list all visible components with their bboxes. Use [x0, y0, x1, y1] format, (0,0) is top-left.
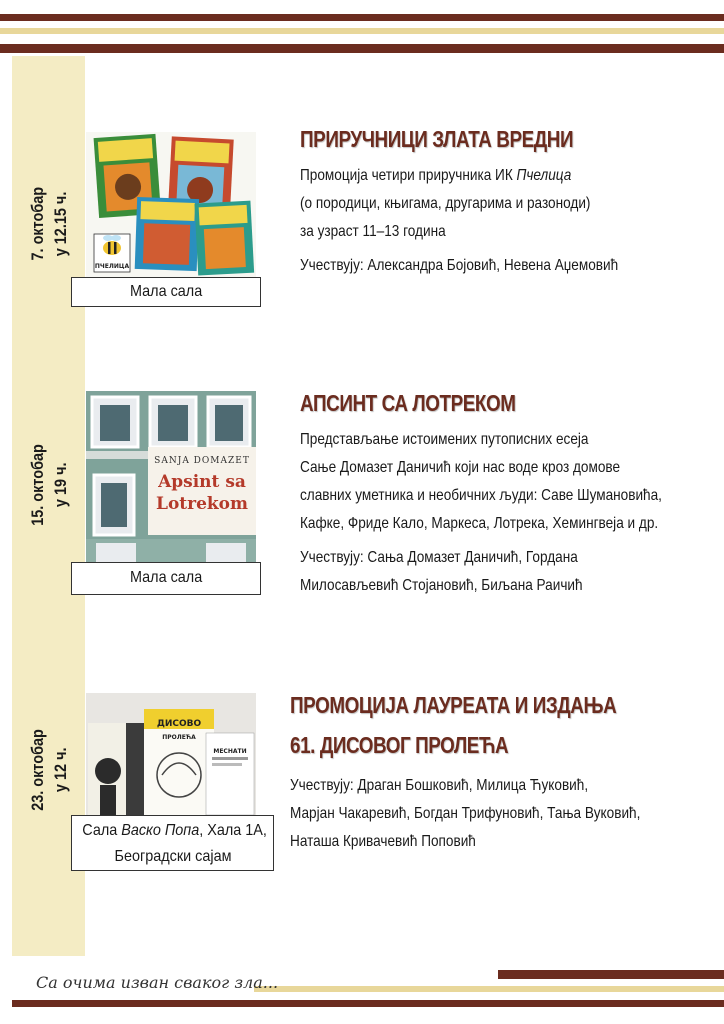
- event-1-desc-line-3: за узраст 11–13 година: [300, 223, 446, 240]
- event-3-venue-line-1: [82, 820, 267, 842]
- event-3-title-2: 61. ДИСОВОГ ПРОЛЕЋА: [290, 732, 509, 758]
- event-2-image-title-2: Lotrekom: [155, 494, 249, 514]
- event-2-desc-line-4: Кафке, Фриде Кало, Маркеса, Лотрека, Хемингвеја и др.: [300, 515, 659, 532]
- event-2-description: [300, 426, 662, 600]
- event-3-description: [290, 772, 640, 856]
- event-1-desc-line-2: (о породици, књигама, другарима и разоноди): [300, 195, 591, 212]
- event-3-venue: [71, 815, 274, 871]
- event-3-participants-1: Учествују: Драган Бошковић, Милица Ћуковић,: [290, 777, 589, 794]
- event-1-date: [19, 149, 79, 299]
- footer-stripe-lower: [12, 1000, 724, 1007]
- footer-stripe-middle: [254, 986, 724, 992]
- event-3-venue-line-2: Београдски сајам: [114, 848, 231, 865]
- event-1-venue-label: Мала сала: [129, 283, 203, 300]
- event-2-desc-line-2: Сање Домазет Даничић који нас воде кроз домове: [300, 459, 621, 476]
- event-3-venue-post: , Хала 1А,: [199, 822, 267, 839]
- event-2-date: [19, 410, 79, 560]
- event-2-date-label: 15. октобар: [28, 444, 47, 526]
- top-stripe-gold: [0, 28, 724, 34]
- event-1-title: ПРИРУЧНИЦИ ЗЛАТА ВРЕДНИ: [300, 126, 574, 152]
- event-1-time-label: у 12.15 ч.: [51, 191, 70, 257]
- event-2-image: [86, 391, 256, 563]
- event-3-image: [86, 693, 256, 817]
- event-1-desc-line-1: Промоција четири приручника ИК: [300, 167, 517, 184]
- event-2-venue-label: Мала сала: [129, 569, 203, 586]
- event-2-image-title-1: Apsint sa: [158, 472, 246, 492]
- event-3-venue-pre: Сала: [82, 822, 122, 839]
- top-stripe-dark-2: [0, 44, 724, 53]
- event-3-image-label-2: ПРОЛЕЋА: [162, 734, 196, 741]
- event-3-image-label-3: МЕСНАТИ: [213, 748, 247, 755]
- event-1-image-logo: ПЧЕЛИЦА: [94, 263, 130, 270]
- footer-motto: Са очима изван сваког зла...: [36, 973, 279, 992]
- event-2-desc-line-1: Представљање истоимених путописних есеја: [300, 431, 589, 448]
- footer-stripe-upper: [498, 970, 724, 979]
- top-stripe-dark: [0, 14, 724, 21]
- event-1-date-label: 7. октобар: [28, 187, 47, 261]
- event-3-time-label: у 12 ч.: [51, 747, 70, 793]
- event-3-venue-hall-name: Васко Попа: [121, 822, 200, 839]
- event-2-title: АПСИНТ СА ЛОТРЕКОМ: [300, 390, 516, 416]
- event-3-date-label: 23. октобар: [28, 729, 47, 811]
- event-2-venue: [71, 562, 261, 595]
- event-2-time-label: у 19 ч.: [51, 462, 70, 508]
- event-2-image-author: SANJA DOMAZET: [154, 456, 250, 466]
- event-3-participants-3: Наташа Кривачевић Поповић: [290, 833, 476, 850]
- event-2-desc-line-3: славних уметника и необичних људи: Саве Шумановића,: [300, 487, 662, 504]
- event-1-description: [300, 162, 618, 280]
- event-2-participants-1: Учествују: Сања Домазет Даничић, Гордана: [300, 549, 578, 566]
- event-3-date: [19, 695, 79, 845]
- event-2-participants-2: Милосављевић Стојановић, Биљана Раичић: [300, 577, 583, 594]
- event-3-title-1: ПРОМОЦИЈА ЛАУРЕАТА И ИЗДАЊА: [290, 692, 617, 718]
- event-1-publisher: Пчелица: [516, 167, 572, 184]
- event-1-venue: [71, 277, 261, 307]
- event-3-participants-2: Марјан Чакаревић, Богдан Трифуновић, Тања Вуковић,: [290, 805, 641, 822]
- event-1-participants: Учествују: Александра Бојовић, Невена Аџемовић: [300, 257, 619, 274]
- event-1-image: [86, 132, 256, 277]
- event-3-image-label-1: ДИСОВО: [156, 719, 202, 729]
